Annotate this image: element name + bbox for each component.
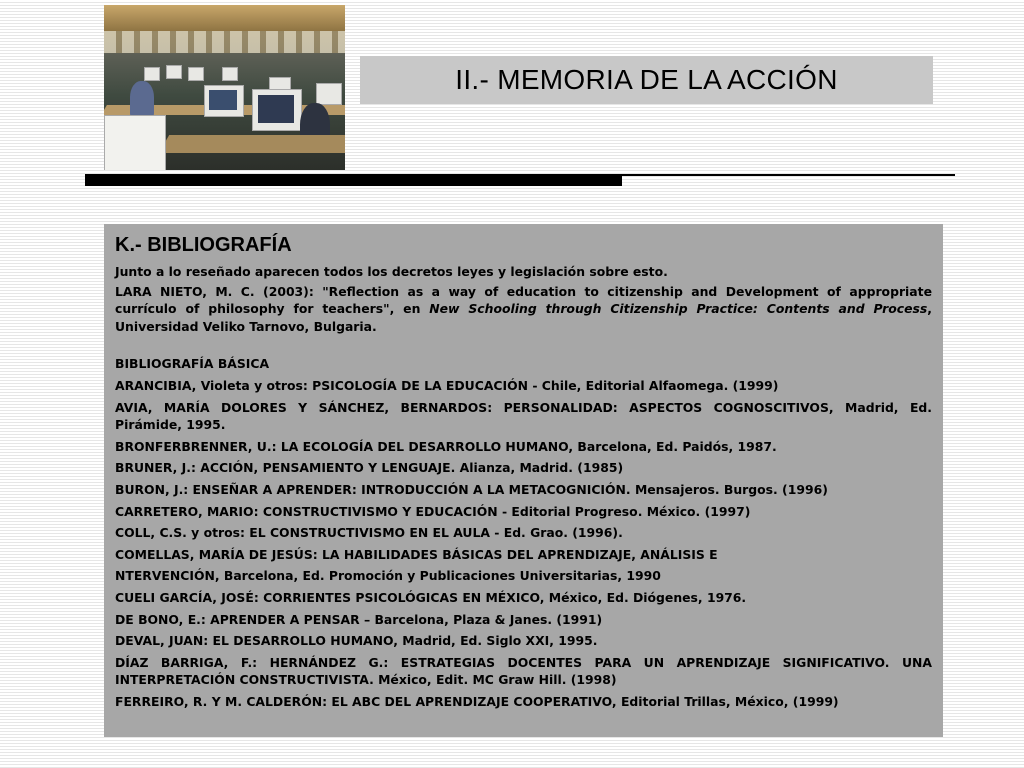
photo-monitor bbox=[166, 65, 182, 79]
page-title: II.- MEMORIA DE LA ACCIÓN bbox=[455, 64, 838, 95]
photo-monitor bbox=[188, 67, 204, 81]
reference-item: CARRETERO, MARIO: CONSTRUCTIVISMO Y EDUCACIÓN - Editorial Progreso. México. (1997) bbox=[115, 503, 751, 519]
lara-reference-italic: New Schooling through Citizenship Practice: Contents and Process bbox=[429, 301, 928, 317]
reference-item: DEVAL, JUAN: EL DESARROLLO HUMANO, Madrid, Ed. Siglo XXI, 1995. bbox=[115, 633, 598, 649]
lara-reference-tail: , Universidad Veliko Tarnovo, Bulgaria. bbox=[115, 301, 932, 334]
photo-monitor bbox=[316, 83, 342, 105]
photo-ceiling bbox=[104, 5, 345, 31]
header-thin-rule bbox=[622, 174, 955, 176]
photo-desk bbox=[159, 135, 345, 153]
reference-item: CUELI GARCÍA, JOSÉ: CORRIENTES PSICOLÓGICAS EN MÉXICO, México, Ed. Diógenes, 1976. bbox=[115, 589, 747, 605]
reference-item: AVIA, MARÍA DOLORES Y SÁNCHEZ, BERNARDOS: PERSONALIDAD: ASPECTOS COGNOSCITIVOS, Madrid, Ed. Pirámide, 1995. bbox=[115, 399, 932, 433]
section-heading: K.- BIBLIOGRAFÍA bbox=[115, 234, 292, 256]
reference-item: BURON, J.: ENSEÑAR A APRENDER: INTRODUCCIÓN A LA METACOGNICIÓN. Mensajeros. Burgos. (1996) bbox=[115, 481, 828, 497]
reference-item: ARANCIBIA, Violeta y otros: PSICOLOGÍA DE LA EDUCACIÓN - Chile, Editorial Alfaomega. (1999) bbox=[115, 377, 779, 393]
photo-monitor bbox=[104, 115, 166, 170]
reference-item: COMELLAS, MARÍA DE JESÚS: LA HABILIDADES BÁSICAS DEL APRENDIZAJE, ANÁLISIS E bbox=[115, 546, 718, 562]
photo-monitor bbox=[204, 85, 244, 117]
reference-item: BRONFERBRENNER, U.: LA ECOLOGÍA DEL DESARROLLO HUMANO, Barcelona, Ed. Paidós, 1987. bbox=[115, 438, 777, 454]
lara-reference-text: LARA NIETO, M. C. (2003): "Reflection as a way of education to citizenship and Development of appropriate currículo of philosophy for teachers", en bbox=[115, 283, 932, 317]
reference-item: FERREIRO, R. Y M. CALDERÓN: EL ABC DEL APRENDIZAJE COOPERATIVO, Editorial Trillas, México, (1999) bbox=[115, 693, 839, 709]
photo-person bbox=[130, 81, 154, 117]
bibliography-panel bbox=[104, 224, 943, 737]
reference-item: COLL, C.S. y otros: EL CONSTRUCTIVISMO EN EL AULA - Ed. Grao. (1996). bbox=[115, 525, 623, 541]
title-banner bbox=[360, 56, 933, 104]
lara-reference bbox=[115, 283, 932, 336]
reference-item: NTERVENCIÓN, Barcelona, Ed. Promoción y Publicaciones Universitarias, 1990 bbox=[115, 568, 661, 584]
photo-monitor bbox=[144, 67, 160, 81]
reference-item: DÍAZ BARRIGA, F.: HERNÁNDEZ G.: ESTRATEGIAS DOCENTES PARA UN APRENDIZAJE SIGNIFICATIVO. UNA INTERPRETACIÓN CONSTRUCTIVISTA. México, Edit. MC Graw Hill. (1998) bbox=[115, 654, 932, 688]
intro-text: Junto a lo reseñado aparecen todos los decretos leyes y legislación sobre esto. bbox=[115, 264, 668, 279]
header-thick-rule bbox=[85, 174, 622, 186]
reference-item: BRUNER, J.: ACCIÓN, PENSAMIENTO Y LENGUAJE. Alianza, Madrid. (1985) bbox=[115, 460, 624, 476]
basic-bibliography-subheading: BIBLIOGRAFÍA BÁSICA bbox=[115, 356, 270, 372]
computer-lab-photo bbox=[104, 5, 345, 170]
photo-monitor bbox=[222, 67, 238, 81]
photo-monitor bbox=[252, 89, 302, 131]
photo-back-wall bbox=[104, 31, 345, 53]
reference-item: DE BONO, E.: APRENDER A PENSAR – Barcelona, Plaza & Janes. (1991) bbox=[115, 611, 603, 627]
